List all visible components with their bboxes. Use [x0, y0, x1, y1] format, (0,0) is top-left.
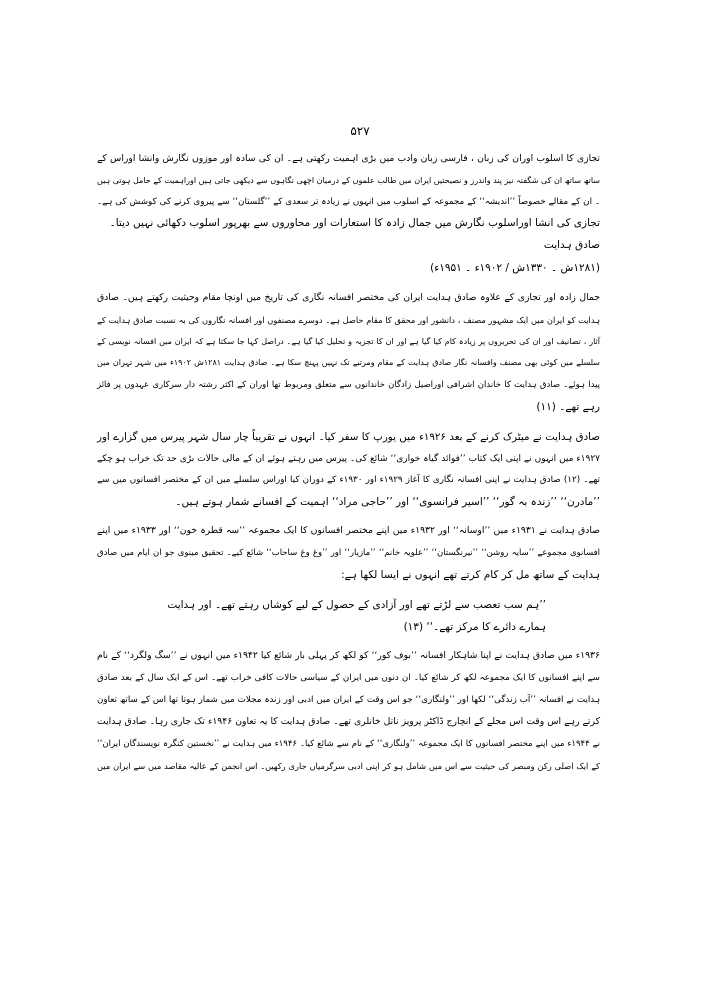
paragraph-line: ہدایت کو ایران میں ایک مشہور مصنف ، دانشور اور محقق کا مقام حاصل ہے۔ دوسرے مصنفوں اور افسانہ نگاروں کی بہ نسبت صادق ہدایت کے	[97, 315, 600, 325]
paragraph-line: ہدایت نے افسانہ ’’آب زندگی‘‘ لکھا اور ’’ولنگاری‘‘ جو اس وقت کے ایران میں ادبی اور زندہ مجلات میں شمار ہوتا تھا اس کے ساتھ تعاون	[97, 695, 600, 705]
paragraph-line: ساتھ ساتھ ان کی شگفتہ نیز پند واندرز و نصیحتیں ایران میں طالب علموں کے درمیان اچھی نگاہوں سے دیکھی جاتی ہیں اوراہمیت کے حامل ہوتی ہیں	[97, 176, 600, 185]
paragraph-line: ’’مادرن‘‘ ’’زندہ بہ گور‘‘ ’’اسیر فرانسوی‘‘ اور ’’حاجی مراد‘‘ اہمیت کے افسانے شمار ہوتے ہیں۔	[175, 496, 600, 508]
section-heading: صادق ہدایت	[543, 239, 600, 251]
block-quote-line: ’’ہم سب تعصب سے لڑتے تھے اور آزادی کے حصول کے لیے کوشاں رہتے تھے۔ اور ہدایت	[167, 599, 546, 611]
paragraph-line: ۱۹۳۶ء میں صادق ہدایت نے اپنا شاہکار افسانہ ’’بوف کور‘‘ کو لکھ کر پہلی بار شائع کیا ۱۹۴۲ء میں انہوں نے ’’سگ ولگرد‘‘ کے نام	[97, 650, 600, 661]
paragraph-line: ہدایت کے ساتھ مل کر کام کرتے تھے انہوں نے ایسا لکھا ہے:	[341, 569, 600, 581]
paragraph-line: ۱۹۲۷ء میں انہوں نے اپنی ایک کتاب ’’فوائد گیاہ خواری‘‘ شائع کی۔ پیرس میں رہتے ہوئے ان کے مالی حالات بڑی حد تک خراب ہو چکے	[97, 454, 600, 464]
paragraph-line: صادق ہدایت نے میٹرک کرنے کے بعد ۱۹۲۶ء میں یورپ کا سفر کیا۔ انہوں نے تقریباً چار سال شہر پیرس میں گزارے اور	[97, 431, 600, 443]
paragraph-line: سلسلے میں کوئی بھی مصنف وافسانہ نگار صادق ہدایت کے مقام ومرتبے تک نہیں پہنچ سکا ہے۔ صادق ہدایت ۱۲۸۱ش ۱۹۰۲ء میں شہر تہران میں	[97, 358, 601, 367]
paragraph-line: تجازی کی انشا اوراسلوب نگارش میں جمال زادہ کا استعارات اور محاوروں سے بھرپور اسلوب دکھائی نہیں دیتا۔	[109, 217, 600, 229]
paragraph-line: سے اپنے افسانوں کا ایک مجموعہ لکھ کر شائع کیا۔ ان دنوں میں ایران کے سیاسی حالات کافی خراب تھے۔ اس کے ایک سال کے بعد صادق	[97, 673, 600, 683]
paragraph-line: پیدا ہوئے۔ صادق ہدایت کا خاندان اشرافی اوراصیل زادگان خاندانوں سے متعلق ومربوط تھا اوران کے اکثر رشتہ دار سرکاری عہدوں پر فائز	[97, 380, 600, 390]
page-number: ۵۲۷	[350, 124, 370, 138]
paragraph-line: ۔ ان کے مقالے خصوصاً ’’اندیشہ‘‘ کے مجموعہ کے اسلوب میں انہوں نے زیادہ تر سعدی کے ’’گلستان‘‘ سے پیروی کرنے کی کوشش کی ہے۔	[97, 197, 600, 207]
section-dates: (۱۲۸۱ش ۔ ۱۳۳۰ش / ۱۹۰۲ء ۔ ۱۹۵۱ء)	[430, 262, 600, 274]
paragraph-line: تھے۔ (۱۲) صادق ہدایت نے اپنی افسانہ نگاری کا آغاز ۱۹۲۹ء اور ۱۹۳۰ء کے دوران کیا اوراس سلسلے میں ان کے مختصر افسانوں میں سے	[97, 475, 600, 485]
paragraph-line: آثار ، تصانیف اور ان کی تحریروں پر زیادہ کام کیا گیا ہے اور ان کا تجزیہ و تحلیل کیا گیا ہے۔ دراصل کہا جا سکتا ہے کہ ایران میں افسانہ نویسی کے	[97, 337, 600, 346]
paragraph-line: نے ۱۹۴۴ء میں اپنے مختصر افسانوں کا ایک مجموعہ ’’ولنگاری‘‘ کے نام سے شائع کیا۔ ۱۹۴۶ء میں ہدایت نے ’’نخستین کنگرہ نویسندگان ایران‘‘	[97, 739, 600, 749]
paragraph-line: رہے تھے۔ (۱۱)	[536, 401, 600, 413]
paragraph-line: کرتے رہے اس وقت اس مجلے کے انچارج ڈاکٹر پرویز ناتل خانلری تھے۔ صادق ہدایت کا یہ تعاون ۱۹۴۶ء تک جاری رہا۔ صادق ہدایت	[97, 716, 600, 727]
paragraph-line: جمال زادہ اور تجازی کے علاوہ صادق ہدایت ایران کی مختصر افسانہ نگاری کی تاریخ میں اونچا مقام وحیثیت رکھتے ہیں۔ صادق	[97, 292, 600, 303]
block-quote-line: ہمارے دائرے کا مرکز تھے۔‘‘ (۱۳)	[403, 621, 546, 633]
paragraph-line: صادق ہدایت نے ۱۹۳۱ء میں ’’اوسانہ‘‘ اور ۱۹۳۲ء میں اپنے مختصر افسانوں کا ایک مجموعہ ’’سہ قطرہ خون‘‘ اور ۱۹۳۳ء میں اپنے	[97, 525, 600, 536]
paragraph-line: افسانوی مجموعے ’’سایہ روشن‘‘ ’’نیرنگستان‘‘ ’’علویہ خانم‘‘ ’’مازیار‘‘ اور ’’وغ وغ ساحاب‘‘ شائع کیے۔ تحقیق مینوی جو ان ایام میں صادق	[97, 548, 600, 558]
paragraph-line: کے ایک اصلی رکن ومبصر کی حیثیت سے اس میں شامل ہو کر اپنی ادبی سرگرمیاں جاری رکھیں۔ اس انجمن کے عالیہ مقاصد میں سے ایران میں	[97, 761, 600, 771]
paragraph-line: تجازی کا اسلوب اوران کی زبان ، فارسی زبان وادب میں بڑی اہمیت رکھتی ہے۔ ان کی سادہ اور موزوں نگارش وانشا اوراس کے	[97, 153, 600, 164]
